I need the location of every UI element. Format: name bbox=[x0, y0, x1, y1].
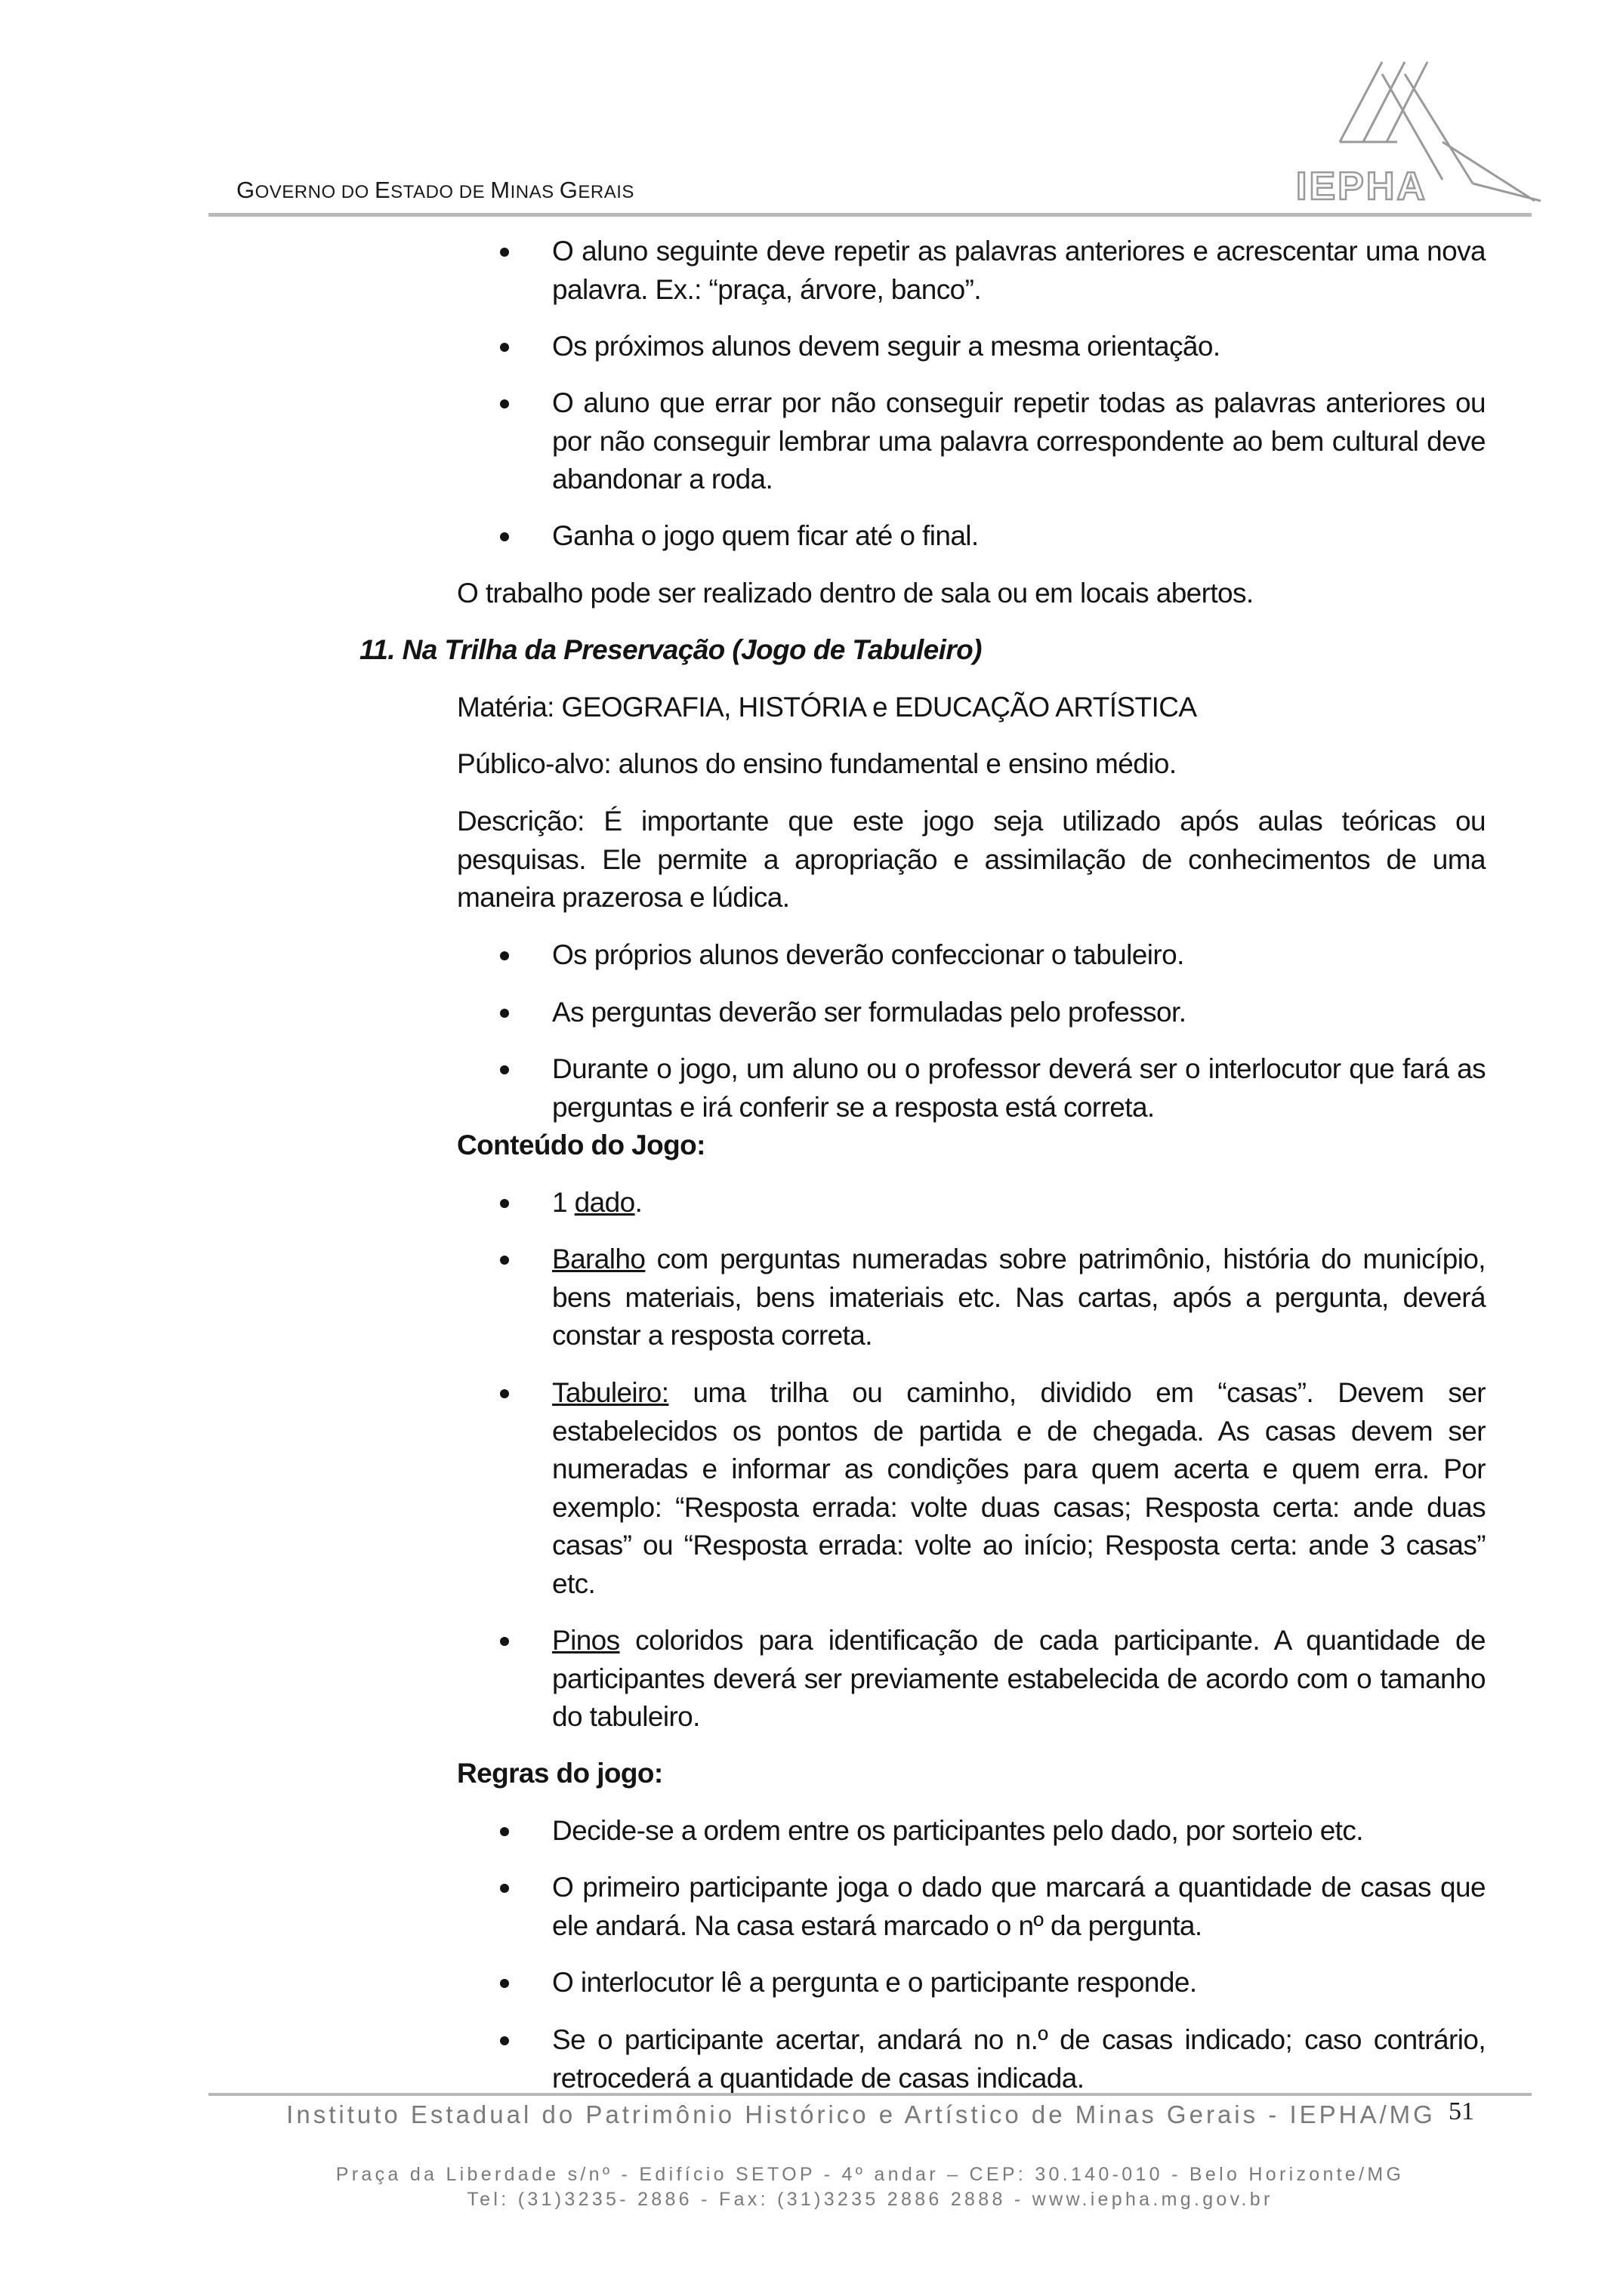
header-title-small: INAS bbox=[510, 182, 560, 202]
footer-divider bbox=[208, 2093, 1532, 2096]
bullet-icon bbox=[500, 951, 509, 960]
header-title-small: STADO DE bbox=[390, 182, 491, 202]
header-title-small: OVERNO DO bbox=[255, 182, 375, 202]
header-title-small: ERAIS bbox=[578, 182, 634, 202]
header-title-cap: G bbox=[236, 177, 255, 203]
item-rest: . bbox=[634, 1187, 643, 1218]
list-item bbox=[457, 328, 1486, 366]
bullet-icon bbox=[500, 399, 509, 408]
list-item-text: O aluno que errar por não conseguir repetir todas as palavras anteriores ou por não conseguir lembrar uma palavra correspondente ao bem cultural deve abandonar a roda. bbox=[552, 387, 1486, 495]
list-item-text: Ganha o jogo quem ficar até o final. bbox=[552, 520, 979, 551]
header-divider bbox=[208, 213, 1532, 217]
list-item bbox=[457, 384, 1486, 499]
bullet-icon bbox=[500, 248, 509, 257]
iepha-logo bbox=[1284, 59, 1541, 210]
item-rest: com perguntas numeradas sobre patrimônio, história do município, bens materiais, bens imateriais etc. Nas cartas, após a pergunta, deverá constar a resposta correta. bbox=[552, 1244, 1486, 1351]
footer-institution: Instituto Estadual do Patrimônio Histórico e Artístico de Minas Gerais - IEPHA/MG bbox=[286, 2100, 1436, 2128]
footer-contact: Tel: (31)3235- 2886 - Fax: (31)3235 2886 2888 - www.iepha.mg.gov.br bbox=[467, 2189, 1273, 2210]
page-header-title bbox=[236, 177, 634, 204]
list-item-text: O aluno seguinte deve repetir as palavras anteriores e acrescentar uma nova palavra. Ex.: “praça, árvore, banco”. bbox=[552, 236, 1486, 305]
list-item bbox=[457, 936, 1486, 975]
header-title-cap: M bbox=[490, 177, 511, 203]
list-item-text: Os próprios alunos deverão confeccionar o tabuleiro. bbox=[552, 939, 1184, 970]
item-rest: uma trilha ou caminho, dividido em “casas”. Devem ser estabelecidos os pontos de partida e de chegada. As casas devem ser numeradas e informar as condições para quem acerta e quem erra. Por exemplo: “Resposta errada: volte duas casas; Resposta certa: ande duas casas” ou “Resposta errada: volte ao início; Resposta certa: ande 3 casas” etc. bbox=[552, 1377, 1486, 1599]
section-heading: 11. Na Trilha da Preservação (Jogo de Tabuleiro) bbox=[359, 634, 982, 665]
list-item bbox=[457, 1964, 1486, 2002]
list-item-text: Durante o jogo, um aluno ou o professor deverá ser o interlocutor que fará as perguntas e irá conferir se a resposta está correta. bbox=[552, 1053, 1486, 1123]
bullet-icon bbox=[500, 532, 509, 541]
list-item bbox=[457, 1812, 1486, 1851]
item-term: Pinos bbox=[552, 1625, 620, 1656]
bullet-icon bbox=[500, 1256, 509, 1265]
bullet-icon bbox=[500, 1884, 509, 1893]
list-item-text: O primeiro participante joga o dado que marcará a quantidade de casas que ele andará. Na casa estará marcado o nº da pergunta. bbox=[552, 1872, 1486, 1941]
description-paragraph: Descrição: É importante que este jogo seja utilizado após aulas teóricas ou pesquisas. Ele permite a apropriação e assimilação de conhecimentos de uma maneira prazerosa e lúdica. bbox=[457, 806, 1486, 913]
item-term: dado bbox=[574, 1187, 635, 1218]
bullet-icon bbox=[500, 1827, 509, 1836]
page-number: 51 bbox=[1449, 2097, 1474, 2125]
list-item bbox=[457, 517, 1486, 556]
list-item bbox=[457, 233, 1486, 309]
item-term: Baralho bbox=[552, 1244, 646, 1274]
list-item-text: Decide-se a ordem entre os participantes pelo dado, por sorteio etc. bbox=[552, 1815, 1363, 1846]
list-item-text: O interlocutor lê a pergunta e o participante responde. bbox=[552, 1967, 1197, 1998]
bullet-icon bbox=[500, 1389, 509, 1398]
list-item bbox=[457, 2021, 1486, 2097]
bullet-icon bbox=[500, 2036, 509, 2045]
list-item bbox=[457, 994, 1486, 1032]
list-item-text bbox=[552, 1184, 1486, 1222]
content-heading: Conteúdo do Jogo: bbox=[457, 1130, 705, 1160]
list-item bbox=[457, 1050, 1486, 1126]
header-title-cap: E bbox=[374, 177, 391, 203]
bullet-icon bbox=[500, 1637, 509, 1646]
bullet-icon bbox=[500, 1065, 509, 1074]
item-rest: coloridos para identificação de cada participante. A quantidade de participantes deverá ser previamente estabelecida de acordo com o tamanho do tabuleiro. bbox=[552, 1625, 1486, 1732]
audience-line: Público-alvo: alunos do ensino fundamental e ensino médio. bbox=[457, 748, 1177, 779]
list-item-text bbox=[552, 1622, 1486, 1737]
footer-address: Praça da Liberdade s/nº - Edifício SETOP - 4º andar – CEP: 30.140-010 - Belo Horizonte/MG bbox=[335, 2164, 1405, 2185]
bullet-icon bbox=[500, 1979, 509, 1988]
list-item-text bbox=[552, 1240, 1486, 1355]
list-item bbox=[457, 1869, 1486, 1945]
item-term: Tabuleiro: bbox=[552, 1377, 669, 1408]
bullet-icon bbox=[500, 1009, 509, 1018]
bullet-icon bbox=[500, 1199, 509, 1208]
bullet-icon bbox=[500, 343, 509, 352]
list-item bbox=[457, 1240, 1486, 1355]
list-item bbox=[457, 1374, 1486, 1603]
list-item bbox=[457, 1184, 1486, 1222]
list-item-text: As perguntas deverão ser formuladas pelo professor. bbox=[552, 997, 1186, 1028]
logo-text: IEPHA bbox=[1296, 165, 1427, 208]
item-prefix: 1 bbox=[552, 1187, 575, 1218]
list-item bbox=[457, 1622, 1486, 1737]
list-item-text: Se o participante acertar, andará no n.º de casas indicado; caso contrário, retrocederá a quantidade de casas indicada. bbox=[552, 2024, 1486, 2094]
rules-heading: Regras do jogo: bbox=[457, 1758, 663, 1789]
paragraph: O trabalho pode ser realizado dentro de sala ou em locais abertos. bbox=[457, 578, 1254, 609]
subject-line: Matéria: GEOGRAFIA, HISTÓRIA e EDUCAÇÃO ARTÍSTICA bbox=[457, 692, 1197, 723]
list-item-text: Os próximos alunos devem seguir a mesma orientação. bbox=[552, 331, 1220, 362]
header-title-cap: G bbox=[559, 177, 579, 203]
list-item-text bbox=[552, 1374, 1486, 1603]
